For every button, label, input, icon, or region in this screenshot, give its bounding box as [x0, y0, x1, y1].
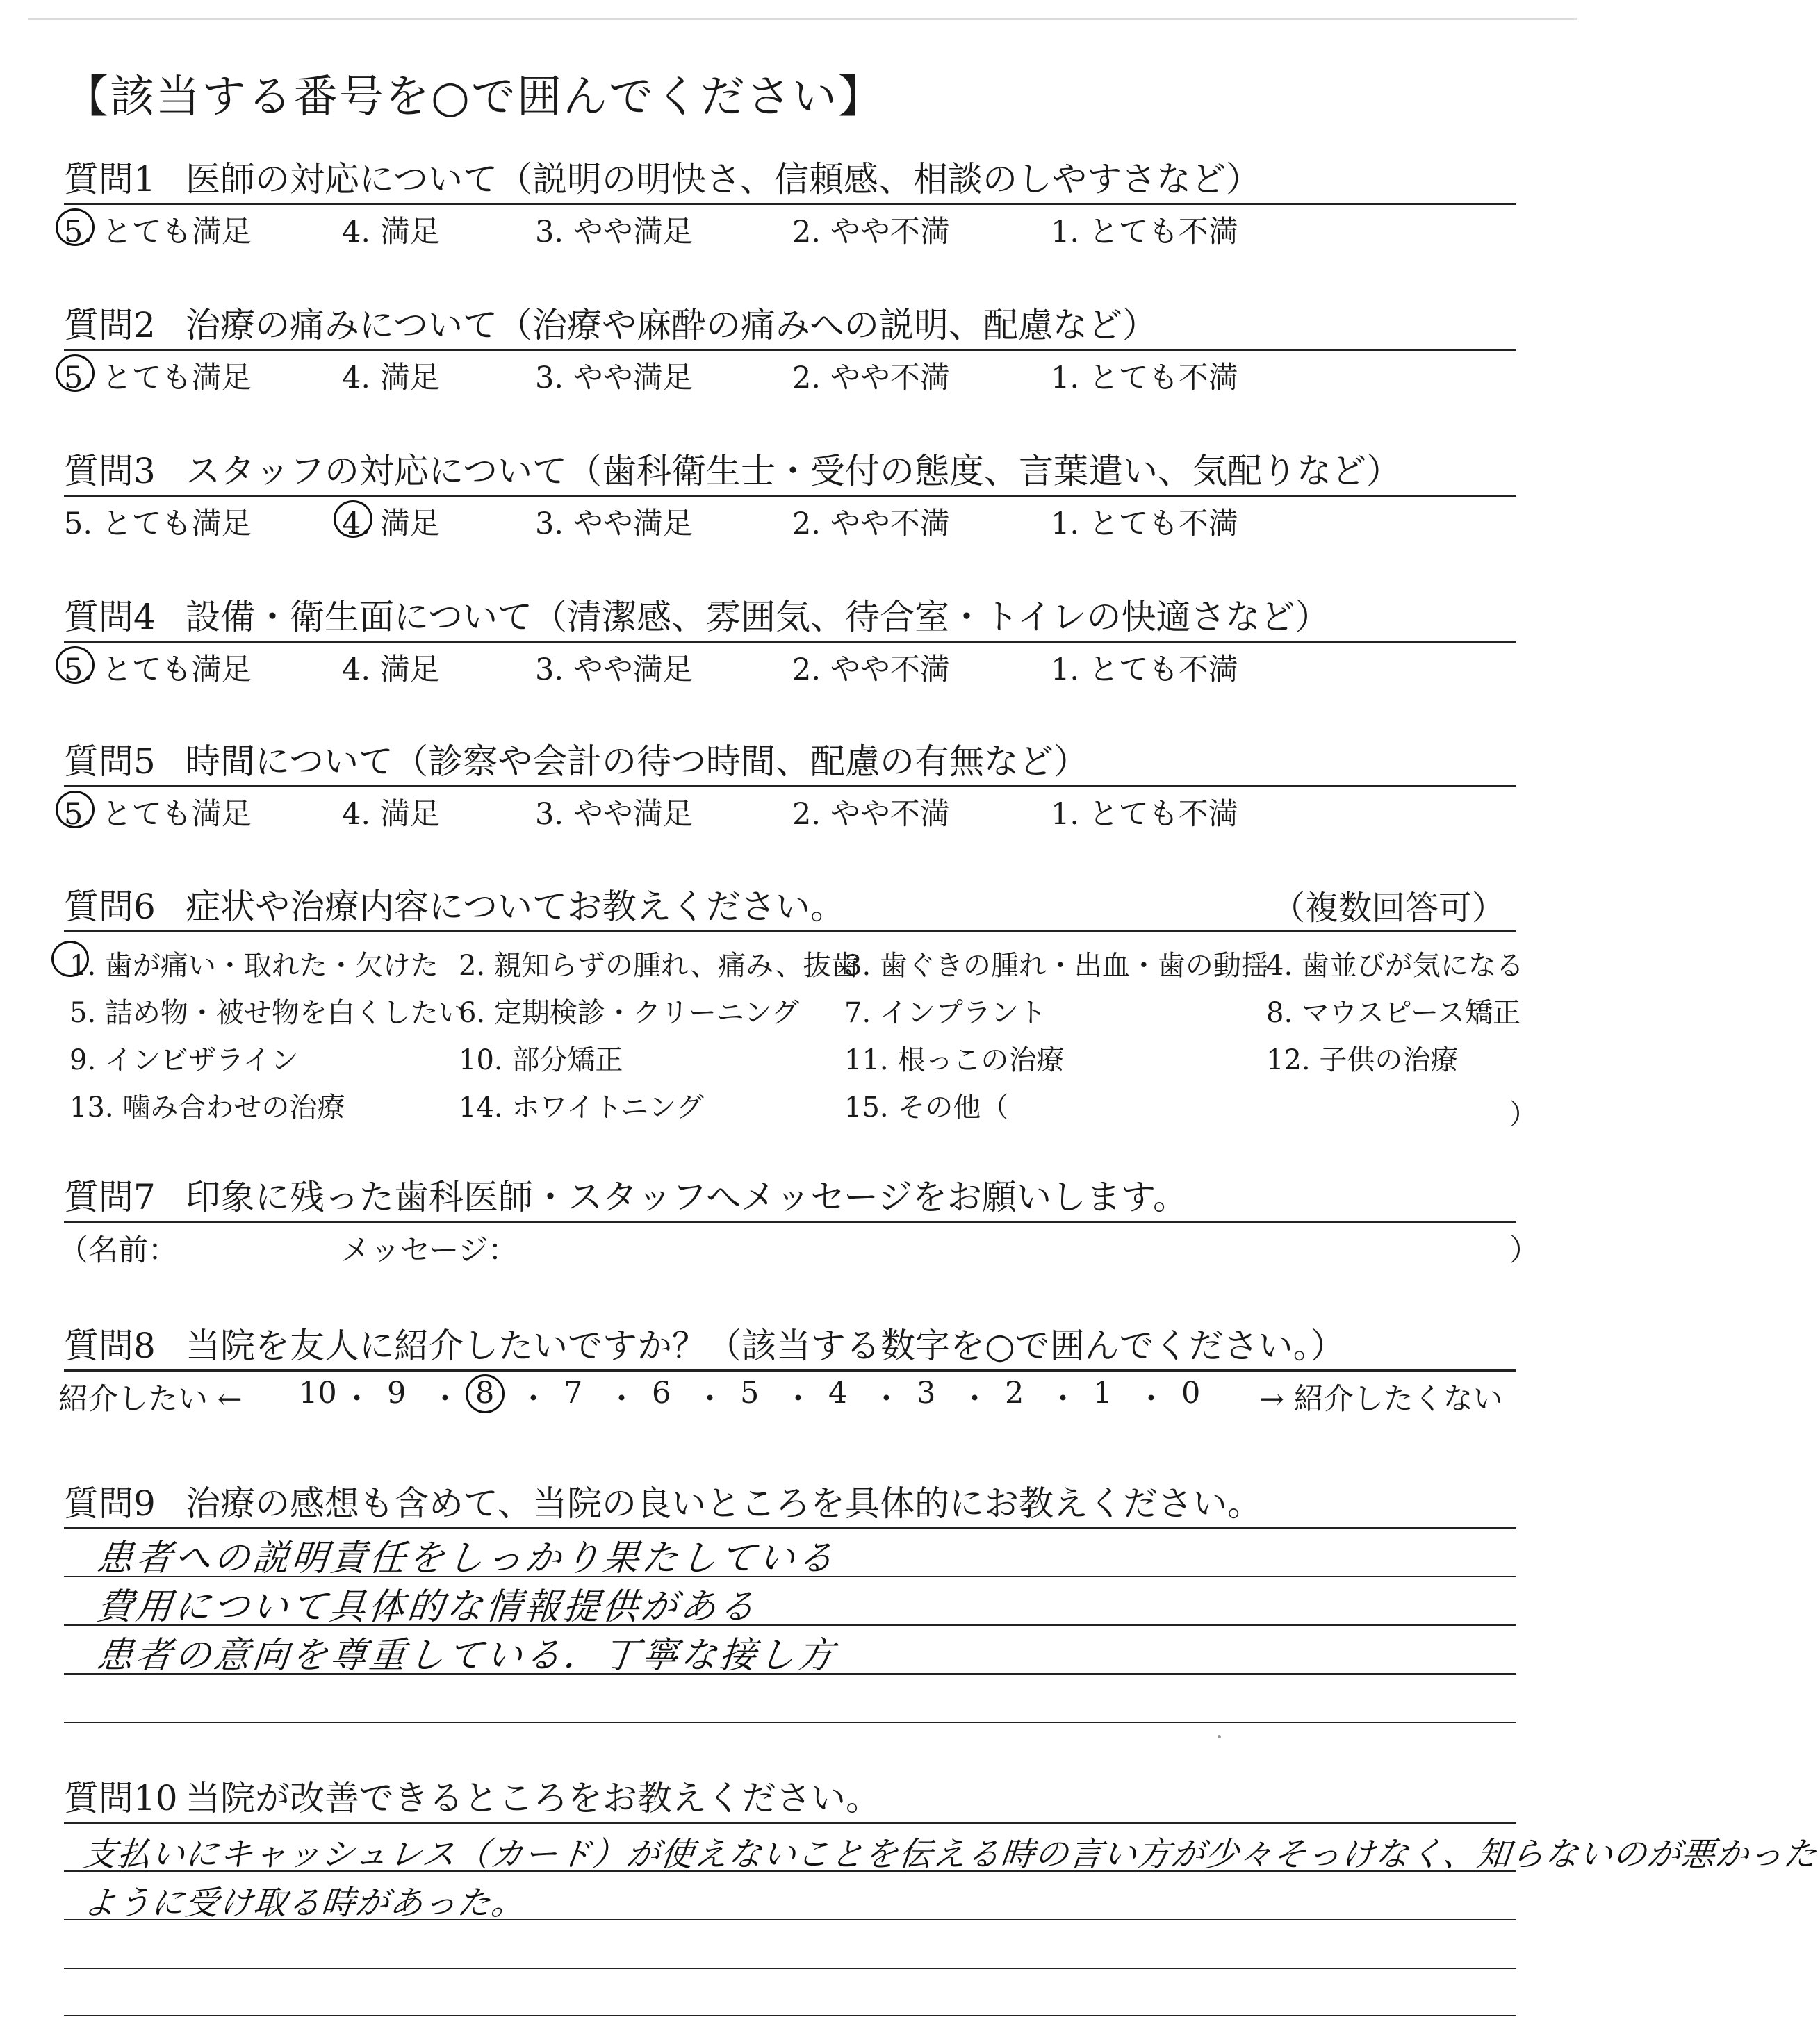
name-label: （名前： — [58, 1233, 178, 1268]
selection-circle — [56, 208, 95, 246]
question-text: 当院を友人に紹介したいですか？（該当する数字を○で囲んでください。） — [186, 1326, 1345, 1366]
answer-line — [64, 1722, 1516, 1723]
question-number: 質問9 — [64, 1483, 156, 1524]
rating-option-3[interactable]: 3. やや満足 — [535, 797, 693, 832]
question-8-title — [64, 1318, 1345, 1368]
question-text: 症状や治療内容についてお教えください。 — [186, 887, 845, 927]
rating-option-2[interactable]: 2. やや不満 — [792, 797, 950, 832]
symptom-option-9[interactable]: 9. インビザライン — [69, 1044, 299, 1076]
rating-option-5[interactable]: 5. とても満足 — [64, 797, 252, 832]
handwritten-answer-line: 患者の意向を尊重している．丁寧な接し方 — [95, 1635, 839, 1677]
answer-rule — [64, 785, 1516, 787]
question-number: 質問4 — [64, 597, 156, 637]
rating-option-5[interactable]: 5. とても満足 — [64, 507, 252, 541]
rating-option-4[interactable]: 4. 満足 — [342, 652, 440, 687]
recommend-score-10[interactable]: 10 — [299, 1376, 337, 1410]
answer-rule — [64, 1822, 1516, 1824]
question-4-title — [64, 589, 1330, 639]
question-text: 治療の痛みについて（治療や麻酔の痛みへの説明、配慮など） — [186, 305, 1157, 345]
answer-line — [64, 2015, 1516, 2016]
question-9-title — [64, 1476, 1262, 1526]
recommend-score-8[interactable]: 8 — [475, 1376, 495, 1410]
handwritten-answer-line: 支払いにキャッシュレス（カード）が使えないことを伝える時の言い方が少々そっけなく、知らないのが悪かった — [81, 1835, 1820, 1874]
question-number: 質問5 — [64, 741, 156, 782]
speck — [1218, 1735, 1221, 1738]
rating-option-5[interactable]: 5. とても満足 — [64, 652, 252, 687]
symptom-option-1[interactable]: 1. 歯が痛い・取れた・欠けた — [69, 950, 438, 982]
selection-circle — [56, 791, 95, 828]
question-text: 医師の対応について（説明の明快さ、信頼感、相談のしやすさなど） — [186, 159, 1261, 199]
question-number: 質問3 — [64, 451, 156, 491]
question-text: 時間について（診察や会計の待つ時間、配慮の有無など） — [186, 741, 1088, 782]
selection-circle — [334, 500, 372, 538]
scale-separator: ・ — [960, 1382, 990, 1417]
answer-rule — [64, 1221, 1516, 1223]
handwritten-answer-line: 費用について具体的な情報提供がある — [95, 1586, 760, 1628]
rating-option-5[interactable]: 5. とても満足 — [64, 215, 252, 249]
question-number: 質問1 — [64, 159, 156, 199]
rating-option-1[interactable]: 1. とても不満 — [1051, 361, 1238, 395]
recommend-score-1[interactable]: 1 — [1093, 1376, 1113, 1410]
scale-separator: ・ — [430, 1382, 460, 1417]
top-edge-line — [28, 18, 1577, 20]
rating-option-2[interactable]: 2. やや不満 — [792, 652, 950, 687]
answer-rule — [64, 641, 1516, 643]
scale-separator: ・ — [1136, 1382, 1166, 1417]
scale-separator: ・ — [871, 1382, 901, 1417]
recommend-score-9[interactable]: 9 — [387, 1376, 407, 1410]
answer-rule — [64, 203, 1516, 205]
symptom-option-7[interactable]: 7. インプラント — [844, 997, 1047, 1029]
rating-option-1[interactable]: 1. とても不満 — [1051, 652, 1238, 687]
answer-rule — [64, 349, 1516, 351]
selection-circle — [466, 1374, 505, 1413]
symptom-option-5[interactable]: 5. 詰め物・被せ物を白くしたい — [69, 997, 466, 1029]
question-number: 質問7 — [64, 1177, 156, 1217]
question-6-title — [64, 879, 845, 929]
rating-option-3[interactable]: 3. やや満足 — [535, 507, 693, 541]
question-text: 当院が改善できるところをお教えください。 — [186, 1778, 880, 1818]
recommend-score-2[interactable]: 2 — [1005, 1376, 1024, 1410]
scale-separator: ・ — [518, 1382, 548, 1417]
symptom-option-11[interactable]: 11. 根っこの治療 — [844, 1044, 1065, 1076]
symptom-option-3[interactable]: 3. 歯ぐきの腫れ・出血・歯の動揺 — [844, 950, 1269, 982]
question-number: 質問10 — [64, 1778, 178, 1818]
symptom-option-15[interactable]: 15. その他（ — [844, 1092, 1009, 1124]
answer-rule — [64, 1369, 1516, 1372]
symptom-option-2[interactable]: 2. 親知らずの腫れ、痛み、抜歯 — [459, 950, 859, 982]
rating-option-4[interactable]: 4. 満足 — [342, 507, 440, 541]
other-close-paren: ） — [1509, 1099, 1537, 1130]
question-number: 質問2 — [64, 305, 156, 345]
rating-option-2[interactable]: 2. やや不満 — [792, 361, 950, 395]
rating-option-1[interactable]: 1. とても不満 — [1051, 797, 1238, 832]
rating-option-3[interactable]: 3. やや満足 — [535, 652, 693, 687]
rating-option-1[interactable]: 1. とても不満 — [1051, 215, 1238, 249]
question-number: 質問8 — [64, 1326, 156, 1366]
symptom-option-8[interactable]: 8. マウスピース矯正 — [1266, 997, 1521, 1029]
message-label: メッセージ： — [341, 1233, 518, 1268]
scale-separator: ・ — [342, 1382, 372, 1417]
recommend-score-3[interactable]: 3 — [917, 1376, 936, 1410]
question-text: 治療の感想も含めて、当院の良いところを具体的にお教えください。 — [186, 1483, 1262, 1524]
selection-circle — [56, 354, 95, 392]
question-text: 設備・衛生面について（清潔感、雰囲気、待合室・トイレの快適さなど） — [186, 597, 1330, 637]
scale-separator: ・ — [783, 1382, 813, 1417]
symptom-option-10[interactable]: 10. 部分矯正 — [459, 1044, 623, 1076]
question-text: スタッフの対応について（歯科衛生士・受付の態度、言葉遣い、気配りなど） — [186, 451, 1401, 491]
rating-option-3[interactable]: 3. やや満足 — [535, 361, 693, 395]
recommend-right-label: → 紹介したくない — [1259, 1382, 1503, 1417]
selection-circle — [51, 941, 89, 977]
rating-option-2[interactable]: 2. やや不満 — [792, 507, 950, 541]
rating-option-1[interactable]: 1. とても不満 — [1051, 507, 1238, 541]
rating-option-5[interactable]: 5. とても満足 — [64, 361, 252, 395]
symptom-option-12[interactable]: 12. 子供の治療 — [1266, 1044, 1459, 1076]
rating-option-3[interactable]: 3. やや満足 — [535, 215, 693, 249]
recommend-score-5[interactable]: 5 — [740, 1376, 760, 1410]
form-heading: 【該当する番号を○で囲んでください】 — [64, 72, 884, 123]
handwritten-answer-line: ように受け取る時があった。 — [81, 1884, 528, 1923]
question-text: 印象に残った歯科医師・スタッフへメッセージをお願いします。 — [186, 1177, 1188, 1217]
recommend-score-4[interactable]: 4 — [828, 1376, 848, 1410]
question-10-title — [64, 1770, 880, 1820]
recommend-left-label: 紹介したい ← — [58, 1382, 243, 1417]
message-close-paren: ） — [1509, 1233, 1539, 1268]
selection-circle — [56, 646, 95, 684]
question-1-title — [64, 151, 1261, 201]
recommend-score-7[interactable]: 7 — [564, 1376, 583, 1410]
question-5-title — [64, 734, 1088, 784]
rating-option-4[interactable]: 4. 満足 — [342, 361, 440, 395]
question-2-title — [64, 297, 1157, 347]
answer-rule — [64, 930, 1516, 932]
question-number: 質問6 — [64, 887, 156, 927]
answer-line — [64, 1968, 1516, 1969]
question-7-title — [64, 1169, 1188, 1219]
recommend-score-6[interactable]: 6 — [652, 1376, 671, 1410]
symptom-option-13[interactable]: 13. 噛み合わせの治療 — [69, 1092, 345, 1124]
recommend-score-0[interactable]: 0 — [1181, 1376, 1201, 1410]
rating-option-4[interactable]: 4. 満足 — [342, 215, 440, 249]
answer-rule — [64, 495, 1516, 497]
symptom-option-14[interactable]: 14. ホワイトニング — [459, 1092, 704, 1124]
symptom-option-6[interactable]: 6. 定期検診・クリーニング — [459, 997, 800, 1029]
question-3-title — [64, 443, 1401, 493]
scale-separator: ・ — [607, 1382, 637, 1417]
handwritten-answer-line: 患者への説明責任をしっかり果たしている — [95, 1538, 839, 1579]
scale-separator: ・ — [1048, 1382, 1078, 1417]
multiple-answers-note: （複数回答可） — [1272, 889, 1506, 928]
rating-option-2[interactable]: 2. やや不満 — [792, 215, 950, 249]
rating-option-4[interactable]: 4. 満足 — [342, 797, 440, 832]
scale-separator: ・ — [695, 1382, 725, 1417]
symptom-option-4[interactable]: 4. 歯並びが気になる — [1266, 950, 1524, 982]
